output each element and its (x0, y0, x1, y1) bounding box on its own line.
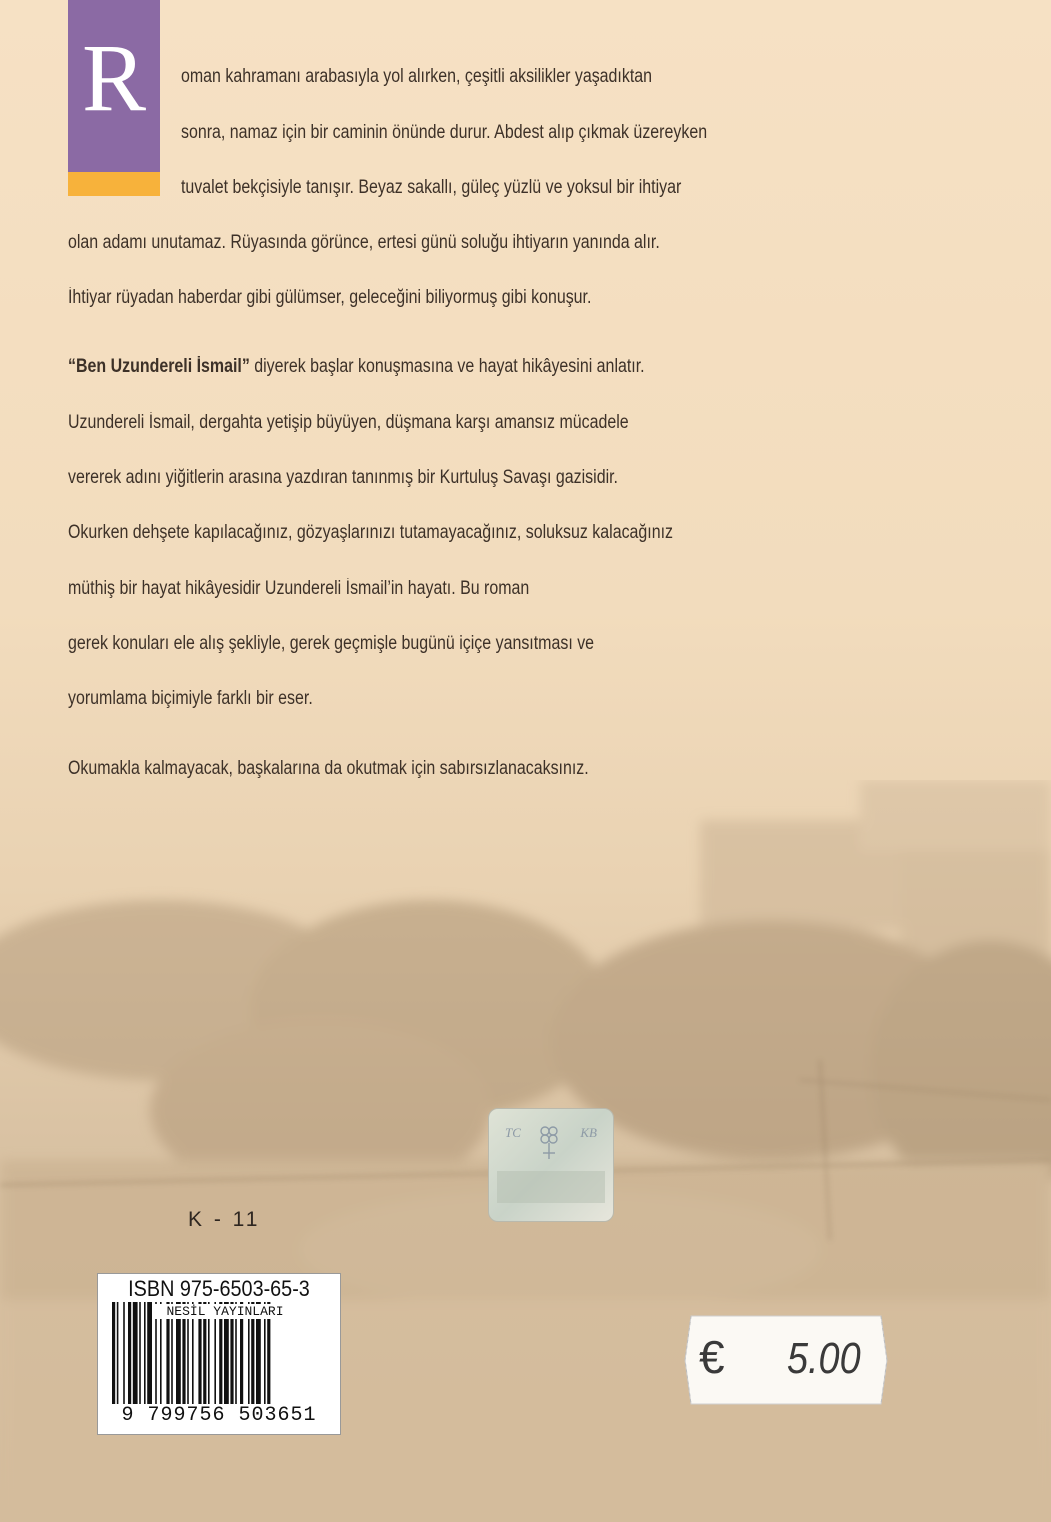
dropcap-accent-bar (68, 172, 160, 196)
hologram-band (497, 1171, 605, 1203)
barcode-bar (144, 1302, 146, 1406)
dropcap-block (68, 0, 160, 172)
barcode-bar (112, 1302, 115, 1406)
price-value: 5.00 (787, 1334, 861, 1383)
blurb-line: Okurken dehşete kapılacağınız, gözyaşlarınızı tutamayacağınız, soluksuz kalacağınız (68, 522, 674, 543)
price-sticker (683, 1312, 889, 1408)
blurb-line: gerek konuları ele alış şekliyle, gerek geçmişle bugünü içiçe yansıtması ve (68, 633, 595, 654)
blurb-line (68, 356, 645, 378)
knot-emblem-icon (537, 1123, 561, 1163)
blurb-line: tuvalet bekçisiyle tanışır. Beyaz sakallı, güleç yüzlü ve yoksul bir ihtiyar (181, 177, 682, 198)
barcode-digits: 9 799756 503651 (100, 1404, 338, 1427)
hologram-sticker (488, 1108, 614, 1222)
blurb-line: oman kahramanı arabasıyla yol alırken, çeşitli aksilikler yaşadıktan (181, 66, 653, 87)
isbn-number: ISBN 975-6503-65-3 (128, 1276, 310, 1301)
barcode-bar (139, 1302, 141, 1406)
blurb-line-rest: diyerek başlar konuşmasına ve hayat hikâyesini anlatır. (249, 356, 645, 377)
blurb-line: müthiş bir hayat hikâyesidir Uzundereli İsmail’in hayatı. Bu roman (68, 578, 530, 599)
blurb-line: vererek adını yiğitlerin arasına yazdıran tanınmış bir Kurtuluş Savaşı gazisidir. (68, 467, 618, 488)
quoted-name: “Ben Uzundereli İsmail” (68, 356, 250, 377)
blurb-line: sonra, namaz için bir caminin önünde durur. Abdest alıp çıkmak üzereyken (181, 122, 708, 143)
blurb-line: İhtiyar rüyadan haberdar gibi gülümser, geleceğini biliyormuş gibi konuşur. (68, 287, 592, 308)
publisher-name: NESİL YAYINLARI (154, 1304, 296, 1319)
barcode-bar (123, 1302, 125, 1406)
dropcap-letter: R (81, 24, 147, 131)
currency-symbol: € (699, 1331, 725, 1383)
hologram-left-text: TC (505, 1125, 521, 1140)
series-code: K - 11 (188, 1208, 261, 1231)
isbn-barcode (97, 1273, 341, 1435)
hologram-right-text: KB (580, 1125, 597, 1140)
barcode-bar (133, 1302, 138, 1406)
blurb-line: yorumlama biçimiyle farklı bir eser. (68, 688, 313, 709)
barcode-bar (147, 1302, 152, 1406)
blurb-closing-line: Okumakla kalmayacak, başkalarına da okutmak için sabırsızlanacaksınız. (68, 758, 589, 779)
blurb-line: olan adamı unutamaz. Rüyasında görünce, ertesi günü soluğu ihtiyarın yanında alır. (68, 232, 660, 253)
barcode-bar (128, 1302, 131, 1406)
barcode-bar (117, 1302, 119, 1406)
blurb-line: Uzundereli İsmail, dergahta yetişip büyüyen, düşmana karşı amansız mücadele (68, 412, 629, 433)
